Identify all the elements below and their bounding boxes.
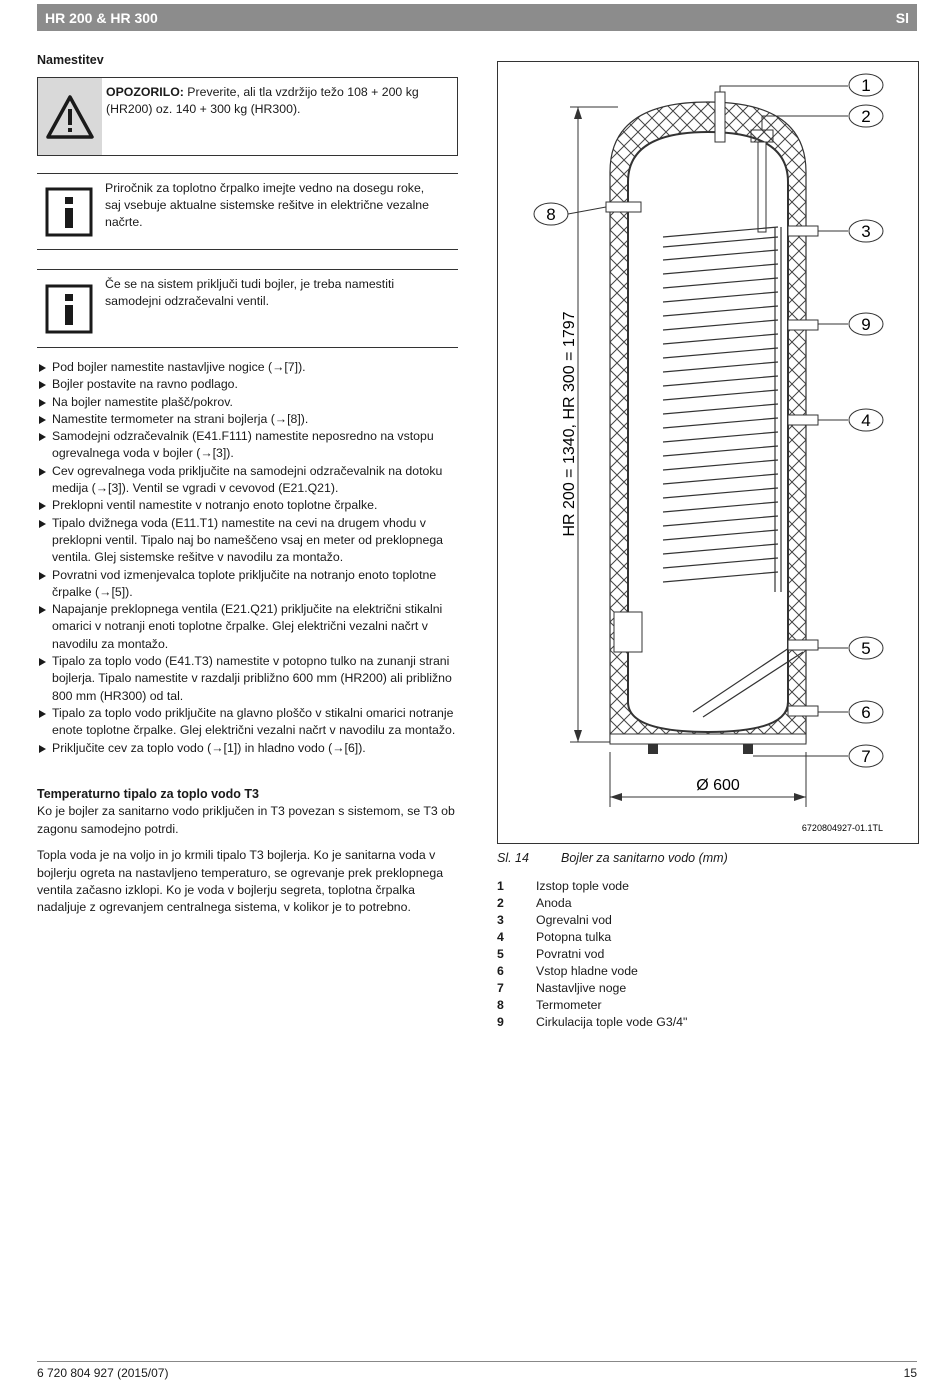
legend-key: 8 <box>497 998 504 1012</box>
anode-rod <box>758 142 766 232</box>
step-item: Preklopni ventil namestite v notranjo enoto toplotne črpalke. <box>37 497 458 514</box>
callout-1 <box>849 74 883 96</box>
legend-value: Povratni vod <box>536 947 605 961</box>
boiler-figure <box>497 61 919 844</box>
legend-row <box>497 878 687 895</box>
legend-key: 5 <box>497 947 504 961</box>
sensor-sleeve <box>788 415 818 425</box>
step-item: Na bojler namestite plašč/pokrov. <box>37 394 458 411</box>
info-icon <box>45 284 93 334</box>
legend-row <box>497 895 687 912</box>
height-label: HR 200 = 1340, HR 300 = 1797 <box>561 311 578 537</box>
legend-key: 7 <box>497 981 504 995</box>
legend-row <box>497 912 687 929</box>
callout-label: 2 <box>861 107 871 126</box>
legend-row <box>497 1014 687 1031</box>
step-item: Povratni vod izmenjevalca toplote priključite na notranjo enoto toplotne črpalke (→[5]). <box>37 567 458 602</box>
step-item: Tipalo za toplo vodo priključite na glavno ploščo v stikalni omarici notranje enote toplotne črpalke. Glej električni vezalni načrt v navodilu za montažo. <box>37 705 458 740</box>
warning-icon-cell <box>38 78 102 155</box>
legend-row <box>497 963 687 980</box>
thermometer <box>606 202 641 212</box>
callout-label: 8 <box>546 205 556 224</box>
legend-value: Ogrevalni vod <box>536 913 612 927</box>
step-item: Napajanje preklopnega ventila (E21.Q21) priključite na električni stikalni omarici v notranji enoti toplotne črpalke. Glej električni vezalni načrt v navodilu za montažo. <box>37 601 458 653</box>
callout-8 <box>534 203 568 225</box>
base-plate <box>610 734 806 744</box>
legend-key: 3 <box>497 913 504 927</box>
figure-number: Sl. 14 <box>497 851 529 865</box>
legend-key: 6 <box>497 964 504 978</box>
legend-key: 9 <box>497 1015 504 1029</box>
warning-box <box>37 77 458 156</box>
callout-label: 9 <box>861 315 871 334</box>
info-box-manual <box>37 173 458 250</box>
step-item: Priključite cev za toplo vodo (→[1]) in hladno vodo (→[6]). <box>37 740 458 757</box>
foot <box>743 744 753 754</box>
callout-4 <box>849 409 883 431</box>
info-icon-cell <box>37 270 101 347</box>
figure-caption <box>497 851 728 865</box>
info-icon-cell <box>37 174 101 249</box>
outlet-pipe <box>715 92 725 142</box>
info-icon <box>45 187 93 237</box>
boiler-diagram <box>498 62 918 843</box>
cold-water-connection <box>788 706 818 716</box>
warning-label: OPOZORILO: <box>106 85 184 99</box>
section-heading-block <box>37 52 457 69</box>
legend-key: 2 <box>497 896 504 910</box>
step-item: Samodejni odzračevalnik (E41.F111) namestite neposredno na vstopu ogrevalnega voda v bojler (→[3]). <box>37 428 458 463</box>
legend-row <box>497 980 687 997</box>
callout-label: 1 <box>861 76 871 95</box>
sensor-paragraph-1: Ko je bojler za sanitarno vodo priključen in T3 povezan s sistemom, se T3 ob zagonu samodejno potrdi. <box>37 804 455 836</box>
callout-3 <box>849 220 883 242</box>
step-item: Pod bojler namestite nastavljive nogice (→[7]). <box>37 359 458 376</box>
legend-value: Termometer <box>536 998 602 1012</box>
callout-label: 6 <box>861 703 871 722</box>
return-connection <box>788 640 818 650</box>
step-item: Cev ogrevalnega voda priključite na samodejni odzračevalnik na dotoku medija (→[3]). Ventil se vgradi v cevovod (E21.Q21). <box>37 463 458 498</box>
figure-code: 6720804927-01.1TL <box>801 823 883 833</box>
anode-cap <box>751 130 773 142</box>
warning-body: Preverite, ali tla vzdržijo težo 108 + 200 kg (HR200) oz. 140 + 300 kg (HR300). <box>106 85 419 116</box>
info-text-vent: Če se na sistem priključi tudi bojler, je treba namestiti samodejni odzračevalni ventil. <box>105 277 395 308</box>
legend-value: Vstop hladne vode <box>536 964 638 978</box>
page-footer <box>37 1366 917 1380</box>
info-box-vent <box>37 269 458 348</box>
step-item: Bojler postavite na ravno podlago. <box>37 376 458 393</box>
sensor-title: Temperaturno tipalo za toplo vodo T3 <box>37 787 259 801</box>
sensor-paragraph-2: Topla voda je na voljo in jo krmili tipalo T3 bojlerja. Ko je sanitarna voda v bojlerju ogreta na nastavljeno temperaturo, se ogrevanje prek preklopnega ventila začasno izklopi. Ko je voda v bojlerju segreta, toplotna črpalka nadaljuje z ogrevanjem centralnega sistema, v kolikor je to potrebno. <box>37 848 444 915</box>
section-title: Namestitev <box>37 53 104 67</box>
legend-value: Izstop tople vode <box>536 879 629 893</box>
callout-label: 3 <box>861 222 871 241</box>
legend-key: 1 <box>497 879 504 893</box>
legend-value: Cirkulacija tople vode G3/4" <box>536 1015 688 1029</box>
legend-value: Anoda <box>536 896 572 910</box>
figure-title: Bojler za sanitarno vodo (mm) <box>561 851 728 865</box>
step-item: Namestite termometer na strani bojlerja (→[8]). <box>37 411 458 428</box>
info-text-manual: Priročnik za toplotno črpalko imejte vedno na dosegu roke, saj vsebuje aktualne sistemske rešitve in električne vezalne načrte. <box>105 181 429 229</box>
legend-key: 4 <box>497 930 504 944</box>
warning-triangle-icon <box>45 94 95 140</box>
callout-label: 4 <box>861 411 871 430</box>
figure-legend <box>497 878 687 1031</box>
legend-row <box>497 946 687 963</box>
callout-label: 5 <box>861 639 871 658</box>
page-number: 15 <box>903 1366 917 1380</box>
legend-value: Nastavljive noge <box>536 981 627 995</box>
warning-text <box>102 78 442 155</box>
diameter-label: Ø 600 <box>696 777 740 794</box>
page-header <box>37 4 917 31</box>
heating-flow-connection <box>788 226 818 236</box>
callout-5 <box>849 637 883 659</box>
legend-row <box>497 929 687 946</box>
header-title: HR 200 & HR 300 <box>45 9 158 26</box>
callout-7 <box>849 745 883 767</box>
circulation-connection <box>788 320 818 330</box>
callout-6 <box>849 701 883 723</box>
document-number: 6 720 804 927 (2015/07) <box>37 1366 169 1380</box>
step-item: Tipalo dvižnega voda (E11.T1) namestite na cevi na drugem vhodu v preklopni ventil. Tipalo naj bo nameščeno vsaj en meter od preklopnega ventila. Glej sistemske rešitve v navodilu za montažo. <box>37 515 458 567</box>
callout-2 <box>849 105 883 127</box>
callout-9 <box>849 313 883 335</box>
footer-divider <box>37 1361 917 1362</box>
flange <box>614 612 642 652</box>
legend-row <box>497 997 687 1014</box>
foot <box>648 744 658 754</box>
sensor-section <box>37 786 462 917</box>
callout-label: 7 <box>861 747 871 766</box>
step-item: Tipalo za toplo vodo (E41.T3) namestite v potopno tulko na zunanji strani bojlerja. Tipalo namestite v razdalji približno 600 mm (HR200) ali približno 800 mm (HR300) od tal. <box>37 653 458 705</box>
installation-steps <box>37 359 458 757</box>
header-language: Sl <box>895 9 909 26</box>
legend-value: Potopna tulka <box>536 930 612 944</box>
